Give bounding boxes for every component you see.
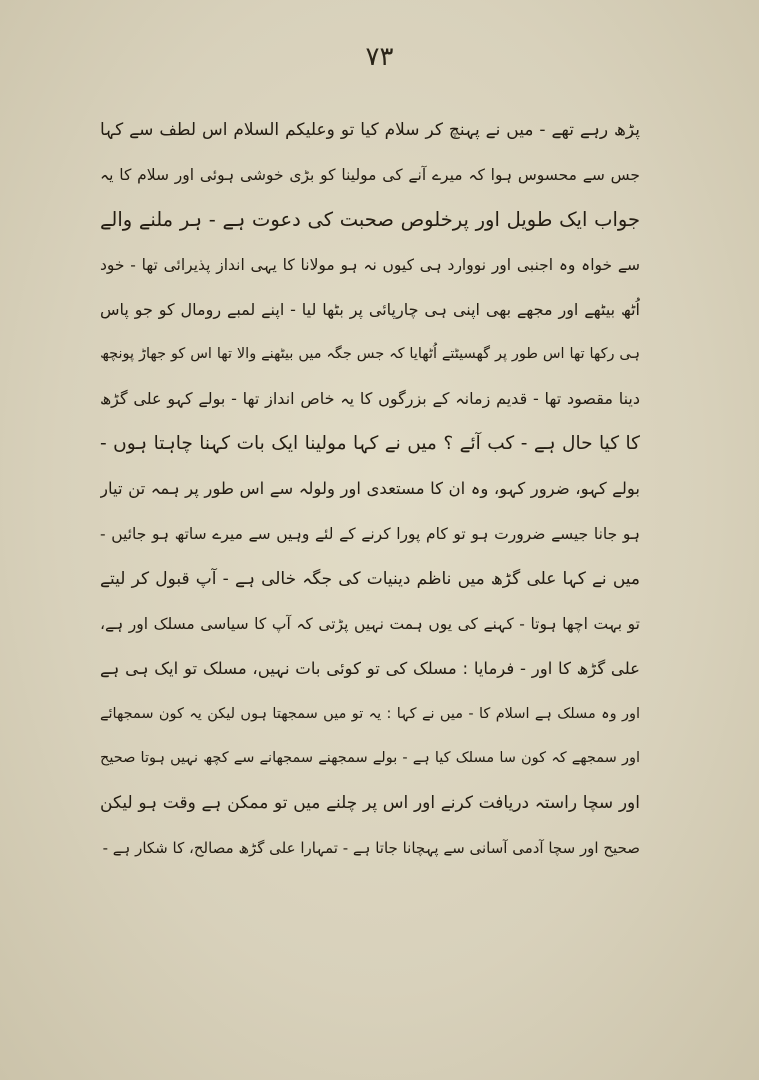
text-line: ہو جانا جیسے ضرورت ہو تو کام پورا کرنے کے لئے وہیں سے میرے ساتھ ہو جائیں - xyxy=(100,525,640,544)
text-line: بولے کہو، ضرور کہو، وہ ان کا مستعدی اور ولولہ سے اس طور پر ہمہ تن تیار xyxy=(100,479,640,499)
text-line: اور سچا راستہ دریافت کرنے اور اس پر چلنے میں تو ممکن ہے وقت ہو لیکن xyxy=(100,793,640,814)
text-line: اور سمجھے کہ کون سا مسلک کیا ہے - بولے سمجھنے سمجھانے سے کچھ نہیں ہوتا صحیح xyxy=(100,750,640,767)
text-line: اُٹھ بیٹھے اور مجھے بھی اپنی ہی چارپائی پر بٹھا لیا - اپنے لمبے رومال کو جو پاس xyxy=(100,299,640,319)
body-text xyxy=(100,108,640,871)
text-line: کا کیا حال ہے - کب آئے ؟ میں نے کہا مولینا ایک بات کہنا چاہتا ہوں - xyxy=(100,433,640,455)
text-line: صحیح اور سچا آدمی آسانی سے پہچانا جاتا ہے - تمہارا علی گڑھ مصالح، کا شکار ہے - xyxy=(102,839,640,858)
text-line: سے خواہ وہ اجنبی اور نووارد ہی کیوں نہ ہو مولانا کا یہی انداز پذیرائی تھا - خود xyxy=(100,255,640,274)
page-number: ۷۳ xyxy=(365,42,394,72)
text-line: تو بہت اچھا ہوتا - کہنے کی یوں ہمت نہیں پڑتی کہ آپ کا سیاسی مسلک اور ہے، xyxy=(100,614,640,633)
text-line: علی گڑھ کا اور - فرمایا : مسلک کی تو کوئی بات نہیں، مسلک تو ایک ہی ہے xyxy=(100,658,640,678)
text-line: پڑھ رہے تھے - میں نے پہنچ کر سلام کیا تو وعلیکم السلام اس لطف سے کہا xyxy=(100,120,640,140)
text-line: جواب ایک طویل اور پرخلوص صحبت کی دعوت ہے - ہر ملنے والے xyxy=(100,207,640,231)
text-line: اور وہ مسلک ہے اسلام کا - میں نے کہا : یہ تو میں سمجھتا ہوں لیکن یہ کون سمجھائے xyxy=(100,705,640,722)
text-line: میں نے کہا علی گڑھ میں ناظم دینیات کی جگہ خالی ہے - آپ قبول کر لیتے xyxy=(100,568,640,589)
text-line: دینا مقصود تھا - قدیم زمانہ کے بزرگوں کا یہ خاص انداز تھا - بولے کہو علی گڑھ xyxy=(100,389,640,409)
text-line: جس سے محسوس ہوا کہ میرے آنے کی مولینا کو بڑی خوشی ہوئی اور سلام کا یہ xyxy=(100,165,640,184)
text-line: ہی رکھا تھا اس طور پر گھسیٹتے اُٹھایا کہ جس جگہ میں بیٹھنے والا تھا اس کو جھاڑ پونچھ xyxy=(100,346,640,363)
